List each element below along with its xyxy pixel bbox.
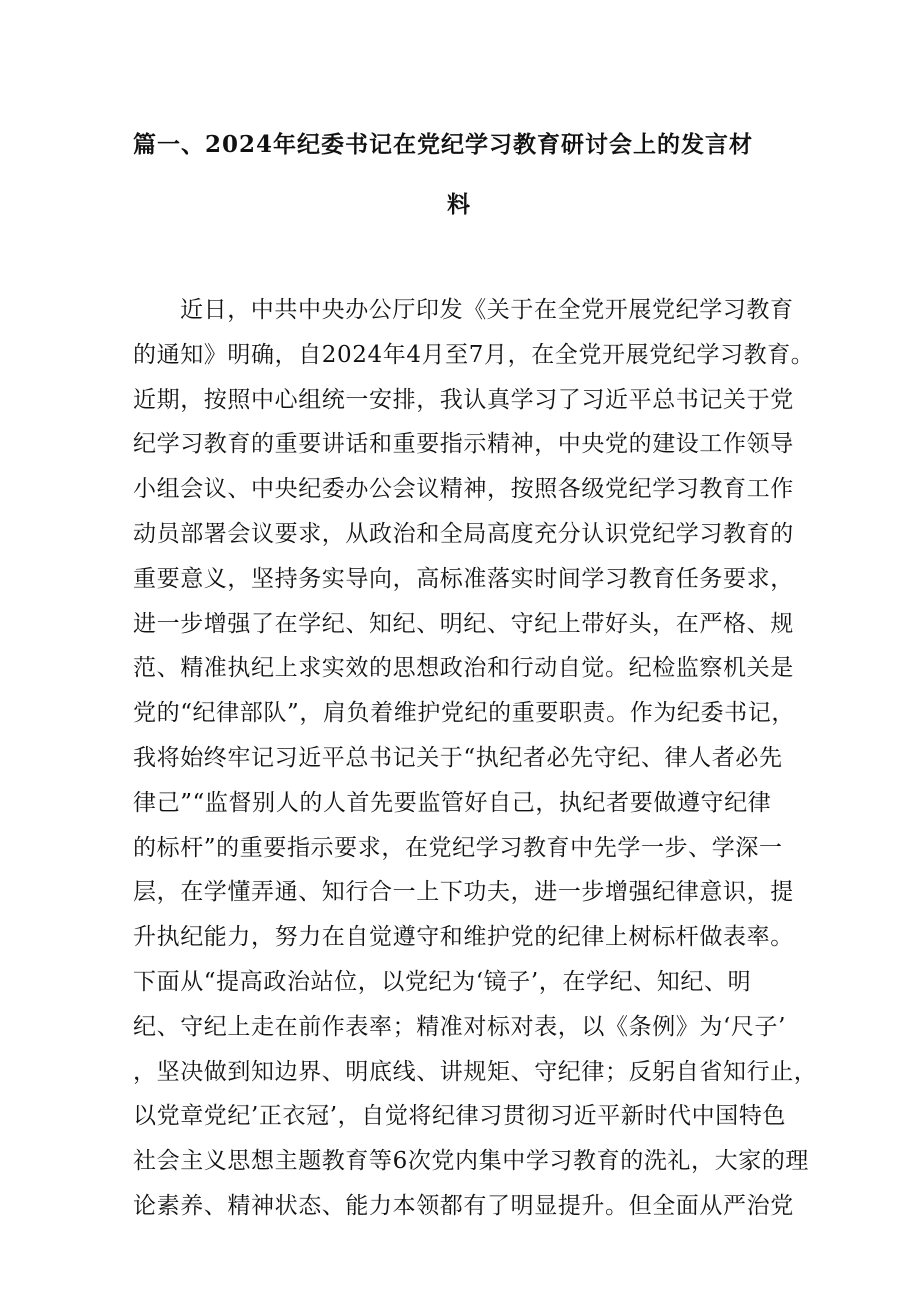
body-line: 纪、守纪上走在前作表率；精准对标对表，以《条例》为‘尺子’ (133, 1013, 787, 1040)
body-line: 进一步增强了在学纪、知纪、明纪、守纪上带好头，在严格、规 (133, 610, 794, 637)
body-line: 以党章党纪’正衣冠’，自觉将纪律习贯彻习近平新时代中国特色 (133, 1103, 787, 1130)
body-line: 论素养、精神状态、能力本领都有了明显提升。但全面从严治党 (133, 1192, 794, 1219)
body-line: 范、精准执纪上求实效的思想政治和行动自觉。纪检监察机关是 (133, 655, 794, 682)
body-line: 党的“纪律部队”，肩负着维护党纪的重要职责。作为纪委书记， (133, 700, 795, 727)
body-line: 近期，按照中心组统一安排，我认真学习了习近平总书记关于党 (133, 386, 794, 413)
body-line: 社会主义思想主题教育等6次党内集中学习教育的洗礼，大家的理 (133, 1148, 810, 1175)
body-line: 律己”“监督别人的人首先要监管好自己，执纪者要做遵守纪律 (133, 789, 772, 816)
body-line: ，坚决做到知边界、明底线、讲规矩、守纪律；反躬自省知行止， (133, 1058, 818, 1085)
body-line: 重要意义，坚持务实导向，高标准落实时间学习教育任务要求， (133, 565, 794, 592)
body-line: 层，在学懂弄通、知行合一上下功夫，进一步增强纪律意识，提 (133, 879, 794, 906)
body-line: 纪学习教育的重要讲话和重要指示精神，中央党的建设工作领导 (133, 431, 794, 458)
body-line: 近日，中共中央办公厅印发《关于在全党开展党纪学习教育 (180, 297, 794, 323)
body-line: 小组会议、中央纪委办公会议精神，按照各级党纪学习教育工作 (133, 476, 794, 503)
body-line: 升执纪能力，努力在自觉遵守和维护党的纪律上树标杆做表率。 (133, 924, 794, 951)
body-line: 的标杆”的重要指示要求，在党纪学习教育中先学一步、学深一 (133, 834, 783, 861)
document-title-line-2: 料 (447, 191, 471, 218)
document-body (133, 288, 818, 1229)
body-line: 的通知》明确，自2024年4月至7月，在全党开展党纪学习教育。 (133, 341, 815, 368)
document-title-line-1: 篇一、2024年纪委书记在党纪学习教育研讨会上的发言材 (133, 131, 754, 158)
body-line: 动员部署会议要求，从政治和全局高度充分认识党纪学习教育的 (133, 520, 794, 547)
body-line: 我将始终牢记习近平总书记关于“执纪者必先守纪、律人者必先 (133, 744, 783, 771)
body-line: 下面从“提高政治站位，以党纪为‘镜子’，在学纪、知纪、明 (133, 968, 752, 995)
